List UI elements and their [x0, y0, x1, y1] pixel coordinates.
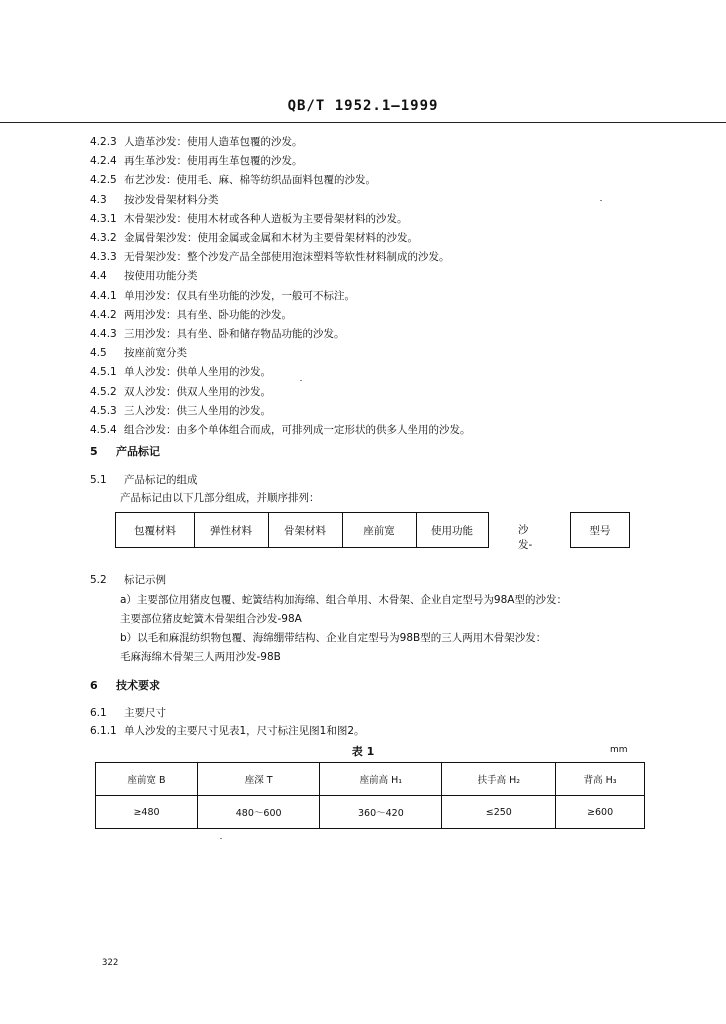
- table-cell-back-height: ≥600: [556, 796, 645, 829]
- clause-text: 布艺沙发：使用毛、麻、棉等纺织品面料包覆的沙发。: [124, 174, 376, 187]
- clause-number: 4.5.1: [90, 366, 117, 379]
- clause-line: [90, 403, 271, 419]
- mark-part-frame: 骨架材料: [268, 513, 343, 547]
- section-5-1-heading: [90, 472, 198, 488]
- clause-number: 4.4: [90, 270, 107, 283]
- scan-speck: [300, 380, 302, 381]
- clause-text: 再生革沙发：使用再生革包覆的沙发。: [124, 155, 303, 168]
- clause-text: 两用沙发：具有坐、卧功能的沙发。: [124, 308, 292, 321]
- section-5-1-text: 产品标记由以下几部分组成，并顺序排列：: [120, 492, 320, 504]
- clause-line: [90, 384, 271, 400]
- clause-number: 4.4.1: [90, 289, 117, 302]
- clause-text: 双人沙发：供双人坐用的沙发。: [124, 385, 271, 398]
- clause-text: 按沙发骨架材料分类: [124, 193, 219, 206]
- mark-model-box: 型号: [570, 512, 630, 548]
- mark-part-seat-width: 座前宽: [342, 513, 417, 547]
- clause-number: 4.4.2: [90, 308, 117, 321]
- clause-text: 按座前宽分类: [124, 347, 187, 360]
- dimension-table: [95, 762, 645, 829]
- clause-text: 无骨架沙发：整个沙发产品全部使用泡沫塑料等软性材料制成的沙发。: [124, 251, 450, 264]
- clause-number: 4.5.3: [90, 404, 117, 417]
- clause-number: 4.2.3: [90, 136, 117, 148]
- mark-part-covering: 包覆材料: [116, 513, 195, 547]
- clause-line: [90, 192, 219, 208]
- clause-line: [90, 172, 376, 188]
- table-unit: mm: [610, 745, 628, 755]
- clause-text: 单用沙发：仅具有坐功能的沙发，一般可不标注。: [124, 289, 355, 302]
- table-header-seat-height: 座前高 H₁: [320, 763, 442, 796]
- clause-number: 4.3: [90, 193, 107, 206]
- example-b: b）以毛和麻混纺织物包覆、海绵绷带结构、企业自定型号为98B型的三人两用木骨架沙发：: [120, 632, 547, 644]
- table-cell-seat-depth: 480～600: [198, 796, 320, 829]
- clause-text: 三人沙发：供三人坐用的沙发。: [124, 404, 271, 417]
- table-cell-armrest-height: ≤250: [442, 796, 556, 829]
- table-header-armrest-height: 扶手高 H₂: [442, 763, 556, 796]
- clause-line: [90, 249, 450, 265]
- clause-line: [90, 422, 471, 438]
- clause-line: [90, 230, 418, 246]
- clause-line: [90, 288, 355, 304]
- clause-line: [90, 211, 408, 227]
- section-6-heading: [90, 678, 160, 694]
- clause-number: 4.3.1: [90, 212, 117, 225]
- clause-line: [90, 345, 187, 361]
- section-6-number: 6: [90, 679, 98, 692]
- clause-number: 4.2.5: [90, 174, 117, 187]
- table-header-seat-depth: 座深 T: [198, 763, 320, 796]
- clause-line: [90, 364, 271, 380]
- section-5-title: 产品标记: [116, 445, 160, 458]
- example-a-mark: 主要部位猪皮蛇簧木骨架组合沙发-98A: [120, 613, 302, 625]
- section-6-1-heading: [90, 705, 166, 721]
- scan-speck: [220, 838, 222, 839]
- table-header-seat-width: 座前宽 B: [96, 763, 198, 796]
- section-5-2-title: 标记示例: [124, 574, 166, 586]
- page-number: 322: [102, 958, 119, 968]
- section-5-number: 5: [90, 445, 98, 458]
- clause-line: [90, 307, 292, 323]
- section-5-2-number: 5.2: [90, 574, 107, 586]
- clause-text: 人造革沙发：使用人造革包覆的沙发。: [124, 136, 303, 148]
- section-6-1-number: 6.1: [90, 707, 107, 719]
- clause-text: 金属骨架沙发：使用金属或金属和木材为主要骨架材料的沙发。: [124, 232, 418, 244]
- clause-number: 4.3.3: [90, 251, 117, 264]
- section-6-1-title: 主要尺寸: [124, 707, 166, 719]
- standard-code-header: QB/T 1952.1—1999: [0, 98, 726, 123]
- mark-part-function: 使用功能: [431, 524, 473, 537]
- clause-line: [90, 268, 198, 284]
- table-row: [96, 796, 645, 829]
- table-header-row: [96, 763, 645, 796]
- section-5-2-heading: [90, 572, 166, 588]
- section-5-heading: [90, 444, 160, 460]
- clause-number: 4.2.4: [90, 155, 117, 168]
- clause-line: [90, 326, 345, 342]
- table-cell-seat-height: 360～420: [320, 796, 442, 829]
- clause-number: 4.5: [90, 347, 107, 360]
- section-6-title: 技术要求: [116, 679, 160, 692]
- clause-line: [90, 134, 303, 150]
- clause-number: 4.5.2: [90, 385, 117, 398]
- clause-text: 三用沙发：具有坐、卧和储存物品功能的沙发。: [124, 328, 345, 340]
- section-6-1-1: [90, 723, 365, 739]
- clause-number: 4.4.3: [90, 328, 117, 340]
- section-5-1-title: 产品标记的组成: [124, 474, 198, 486]
- section-6-1-1-number: 6.1.1: [90, 725, 117, 737]
- table-cell-seat-width: ≥480: [96, 796, 198, 829]
- example-b-mark: 毛麻海绵木骨架三人两用沙发-98B: [120, 651, 281, 663]
- clause-line: [90, 153, 303, 169]
- mark-parts-group: [115, 512, 489, 548]
- section-6-1-1-text: 单人沙发的主要尺寸见表1，尺寸标注见图1和图2。: [124, 725, 365, 737]
- table-caption: 表 1: [351, 745, 375, 758]
- clause-text: 按使用功能分类: [124, 270, 198, 283]
- example-a: a）主要部位用猪皮包覆、蛇簧结构加海绵、组合单用、木骨架、企业自定型号为98A型的沙发：: [120, 594, 567, 606]
- section-5-1-number: 5.1: [90, 474, 107, 486]
- scan-speck: [600, 200, 602, 201]
- mark-part-elastic: 弹性材料: [194, 513, 269, 547]
- clause-number: 4.3.2: [90, 232, 117, 244]
- clause-text: 单人沙发：供单人坐用的沙发。: [124, 366, 271, 379]
- clause-text: 组合沙发：由多个单体组合而成，可排列成一定形状的供多人坐用的沙发。: [124, 424, 471, 436]
- mark-suffix: 沙发-: [518, 524, 533, 551]
- clause-text: 木骨架沙发：使用木材或各种人造板为主要骨架材料的沙发。: [124, 212, 408, 225]
- clause-number: 4.5.4: [90, 424, 117, 436]
- table-header-back-height: 背高 H₃: [556, 763, 645, 796]
